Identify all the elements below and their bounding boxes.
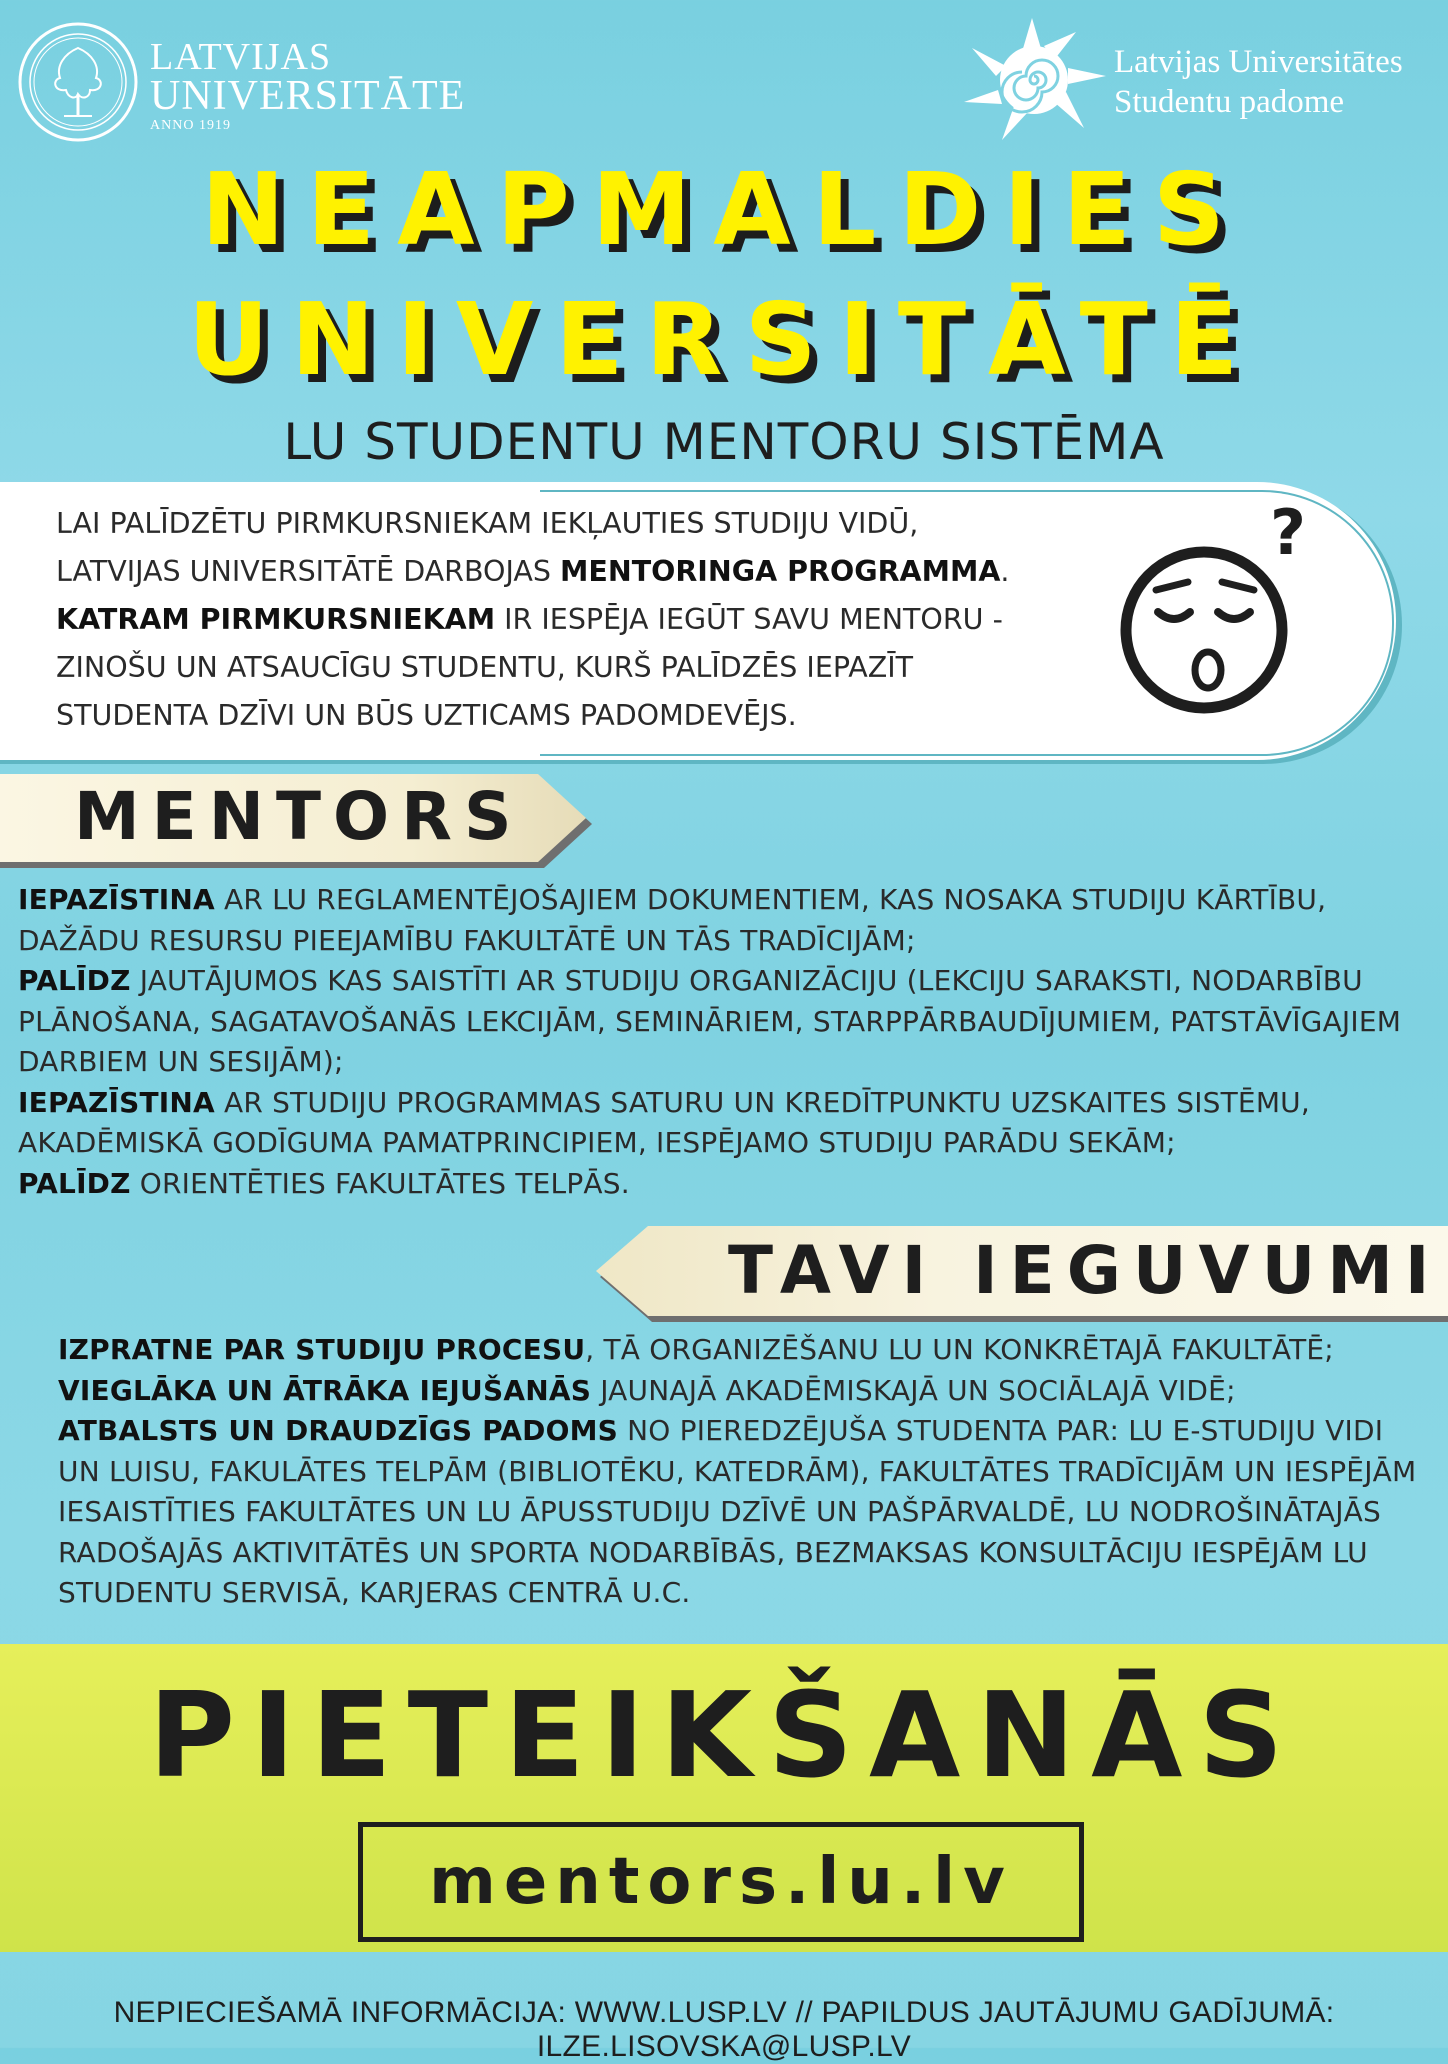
intro-highlight: KATRAM PIRMKURSNIEKAM	[56, 603, 496, 636]
lu-logo-anno: ANNO 1919	[150, 118, 231, 133]
intro-line: STUDENTA DZĪVI UN BŪS UZTICAMS PADOMDEVĒJS.	[56, 699, 797, 732]
lu-logo-text	[150, 38, 465, 134]
list-item	[18, 961, 1418, 1083]
intro-line: ZINOŠU UN ATSAUCĪGU STUDENTU, KURŠ PALĪDZĒS IEPAZĪT	[56, 651, 914, 684]
signup-url-link[interactable]: mentors.lu.lv	[358, 1822, 1084, 1942]
item-lead: PALĪDZ	[18, 1166, 131, 1200]
item-text: ORIENTĒTIES FAKULTĀTES TELPĀS.	[130, 1166, 630, 1200]
sun-logo-icon	[958, 18, 1106, 140]
intro-text-span: .	[1000, 555, 1010, 588]
headline-line1: NEAPMALDIES	[201, 151, 1247, 268]
headline-subtitle: LU STUDENTU MENTORU SISTĒMA	[283, 413, 1165, 471]
intro-text-span: IR IESPĒJA IEGŪT SAVU MENTORU -	[495, 603, 1003, 636]
intro-text	[56, 500, 1076, 740]
item-lead: IZPRATNE PAR STUDIJU PROCESU	[58, 1333, 586, 1366]
signup-heading: PIETEIKŠANĀS	[148, 1666, 1300, 1804]
item-lead: ATBALSTS UN DRAUDZĪGS PADOMS	[58, 1414, 619, 1447]
intro-line: LAI PALĪDZĒTU PIRMKURSNIEKAM IEKĻAUTIES STUDIJU VIDŪ,	[56, 507, 919, 540]
item-lead: IEPAZĪSTINA	[18, 1085, 215, 1119]
item-lead: PALĪDZ	[18, 964, 131, 997]
mentors-heading: MENTORS	[74, 778, 524, 855]
intro-line	[56, 548, 1076, 596]
list-item	[18, 880, 1418, 961]
intro-text-span: LATVIJAS UNIVERSITĀTĒ DARBOJAS	[56, 555, 561, 588]
list-item	[18, 1083, 1418, 1164]
svg-text:?: ?	[1270, 496, 1306, 569]
list-item	[58, 1371, 1428, 1412]
benefits-list	[58, 1330, 1428, 1614]
student-council-line1: Latvijas Universitātes	[1114, 44, 1403, 80]
intro-highlight: MENTORINGA PROGRAMMA	[560, 555, 1001, 588]
item-lead: IEPAZĪSTINA	[18, 883, 215, 916]
mentors-list	[18, 880, 1418, 1204]
intro-line	[56, 596, 1076, 644]
list-item	[18, 1164, 1418, 1205]
university-seal-icon	[16, 20, 140, 144]
item-text: AR LU REGLAMENTĒJOŠAJIEM DOKUMENTIEM, KAS NOSAKA STUDIJU KĀRTĪBU, DAŽĀDU RESURSU PIEEJAMĪBU FAKULTĀTĒ UN TĀS TRADĪCIJĀM;	[18, 883, 1327, 957]
benefits-heading: TAVI IEGUVUMI	[728, 1232, 1442, 1309]
list-item	[58, 1411, 1428, 1614]
item-text: NO PIEREDZĒJUŠA STUDENTA PAR: LU E-STUDIJU VIDI UN LUISU, FAKULĀTES TELPĀM (BIBLIOTĒKU, KATEDRĀM), FAKULTĀTES TRADĪCIJĀM UN IESPĒJĀM IESAISTĪTIES FAKULTĀTES UN LU ĀPUSSTUDIJU DZĪVĒ UN PAŠPĀRVALDĒ, LU NODROŠINĀTAJĀS RADOŠAJĀS AKTIVITĀTĒS UN SPORTA NODARBĪBĀS, BEZMAKSAS KONSULTĀCIJU IESPĒJĀM LU STUDENTU SERVISĀ, KARJERAS CENTRĀ U.C.	[58, 1414, 1417, 1609]
item-text: JAUNAJĀ AKADĒMISKAJĀ UN SOCIĀLAJĀ VIDĒ;	[591, 1373, 1236, 1407]
item-text: AR STUDIJU PROGRAMMAS SATURU UN KREDĪTPUNKTU UZSKAITES SISTĒMU, AKADĒMISKĀ GODĪGUMA PAMATPRINCIPIEM, IESPĒJAMO STUDIJU PARĀDU SEKĀM;	[18, 1085, 1310, 1159]
item-lead: VIEGLĀKA UN ĀTRĀKA IEJUŠANĀS	[58, 1373, 592, 1407]
student-council-line2: Studentu padome	[1114, 84, 1345, 120]
lu-logo-line1: LATVIJAS	[150, 36, 332, 78]
headline-line2: UNIVERSITĀTĒ	[187, 281, 1261, 398]
student-council-logo-text	[1114, 42, 1403, 122]
footer-contact-info: NEPIECIEŠAMĀ INFORMĀCIJA: WWW.LUSP.LV // PAPILDUS JAUTĀJUMU GADĪJUMĀ: ILZE.LISOVSKA@LUSP.LV	[113, 1996, 1335, 2063]
confused-face-icon	[1118, 490, 1318, 730]
item-text: , TĀ ORGANIZĒŠANU LU UN KONKRĒTAJĀ FAKULTĀTĒ;	[585, 1333, 1334, 1366]
list-item	[58, 1330, 1428, 1371]
item-text: JAUTĀJUMOS KAS SAISTĪTI AR STUDIJU ORGANIZĀCIJU (LEKCIJU SARAKSTI, NODARBĪBU PLĀNOŠANA, SAGATAVOŠANĀS LEKCIJĀM, SEMINĀRIEM, STARPPĀRBAUDĪJUMIEM, PATSTĀVĪGAJIEM DARBIEM UN SESIJĀM);	[18, 964, 1402, 1078]
lu-logo-line2: UNIVERSITĀTE	[150, 73, 466, 119]
